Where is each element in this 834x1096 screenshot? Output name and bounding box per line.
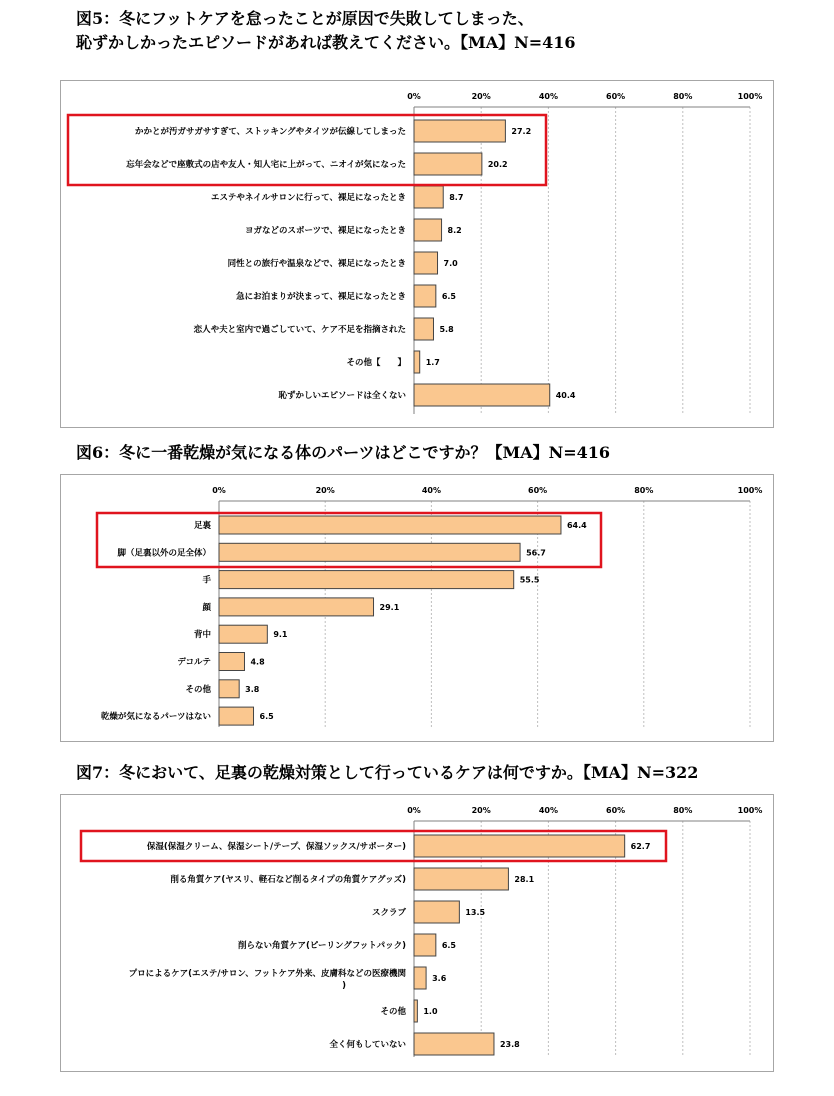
tick-label: 20%	[471, 92, 491, 101]
tick-label: 60%	[606, 806, 626, 815]
tick-label: 80%	[673, 806, 693, 815]
tick-label: 80%	[673, 92, 693, 101]
category-label: その他	[380, 1007, 406, 1017]
category-label: かかとが汚ガサガサすぎて、ストッキングやタイツが伝線してしまった	[135, 127, 406, 137]
data-label: 40.4	[555, 391, 576, 400]
bar	[414, 120, 505, 142]
category-label: プロによるケア(エステ/サロン、フットケア外来、皮膚科などの医療機関)	[128, 969, 406, 991]
data-label: 6.5	[441, 941, 457, 950]
data-label: 5.8	[439, 325, 454, 334]
fig6-title: 図6：冬に一番乾燥が気になる体のパーツはどこですか？【MA】N=416	[76, 443, 611, 462]
data-label: 8.2	[447, 226, 462, 235]
data-label: 27.2	[511, 127, 532, 136]
category-label: 削る角質ケア(ヤスリ、軽石など削るタイプの角質ケアグッズ)	[170, 875, 406, 885]
fig7-title: 図7：冬において、足裏の乾燥対策として行っているケアは何ですか。【MA】N=322	[76, 763, 699, 782]
bar	[414, 318, 433, 340]
data-label: 23.8	[499, 1040, 520, 1049]
fig5-title-line1: 図5：冬にフットケアを怠ったことが原因で失敗してしまった、	[76, 9, 534, 28]
data-label: 1.0	[423, 1007, 438, 1016]
category-label: 手	[202, 575, 211, 586]
data-label: 64.4	[566, 521, 587, 530]
bar	[414, 967, 426, 989]
category-label: 足裏	[193, 521, 211, 531]
tick-label: 100%	[737, 486, 763, 495]
tick-label: 20%	[315, 486, 335, 495]
bar	[219, 543, 520, 561]
bar	[219, 571, 514, 589]
bar	[414, 153, 482, 175]
category-label: 同性との旅行や温泉などで、裸足になったとき	[227, 259, 406, 269]
tick-label: 0%	[407, 806, 421, 815]
fig7-chart-panel	[60, 794, 774, 1072]
data-label: 8.7	[449, 193, 464, 202]
bar	[414, 285, 436, 307]
data-label: 4.8	[250, 657, 265, 667]
data-label: 55.5	[519, 575, 540, 585]
fig5-title-line2: 恥ずかしかったエピソードがあれば教えてください。【MA】N=416	[76, 33, 576, 52]
bar	[414, 252, 438, 274]
tick-label: 0%	[407, 92, 421, 101]
bar	[219, 680, 239, 698]
bar	[219, 516, 561, 534]
category-label: デコルテ	[177, 657, 211, 668]
data-label: 3.8	[245, 684, 260, 694]
data-label: 6.5	[259, 712, 274, 722]
category-label: 乾燥が気になるパーツはない	[100, 712, 211, 723]
fig7-chart	[61, 795, 773, 1071]
tick-label: 100%	[737, 806, 763, 815]
category-label: 顔	[202, 602, 211, 613]
category-label: 全く何もしていない	[329, 1040, 406, 1050]
bar	[414, 351, 420, 373]
category-label: 削らない角質ケア(ピーリングフットパック)	[238, 941, 406, 951]
data-label: 1.7	[425, 358, 440, 367]
bar	[219, 707, 254, 725]
tick-label: 100%	[737, 92, 763, 101]
category-label: その他【 】	[346, 358, 406, 368]
bar	[414, 901, 459, 923]
data-label: 3.6	[432, 974, 447, 983]
tick-label: 60%	[528, 486, 548, 495]
bar	[414, 835, 625, 857]
tick-label: 40%	[538, 806, 558, 815]
category-label: 急にお泊まりが決まって、裸足になったとき	[236, 292, 406, 302]
category-label: その他	[185, 684, 211, 695]
data-label: 13.5	[465, 908, 486, 917]
tick-label: 80%	[634, 486, 654, 495]
fig5-chart-panel	[60, 80, 774, 428]
fig6-chart	[61, 475, 773, 741]
tick-label: 20%	[471, 806, 491, 815]
data-label: 20.2	[487, 160, 508, 169]
data-label: 56.7	[526, 548, 546, 558]
fig5-chart	[61, 81, 773, 427]
category-label: 恋人や夫と室内で過ごしていて、ケア不足を指摘された	[193, 325, 406, 335]
fig6-chart-panel	[60, 474, 774, 742]
bar	[414, 1000, 417, 1022]
bar	[414, 1033, 494, 1055]
tick-label: 60%	[606, 92, 626, 101]
data-label: 28.1	[514, 875, 535, 884]
bar	[414, 868, 508, 890]
category-label: 保湿(保湿クリーム、保湿シート/テープ、保湿ソックス/サポーター)	[146, 842, 406, 852]
data-label: 6.5	[441, 292, 457, 301]
bar	[414, 384, 550, 406]
category-label: 背中	[193, 630, 211, 641]
bar	[414, 219, 442, 241]
data-label: 7.0	[443, 259, 458, 268]
data-label: 62.7	[630, 842, 651, 851]
bar	[219, 598, 374, 616]
bar	[414, 934, 436, 956]
bar	[219, 625, 267, 643]
category-label: 恥ずかしいエピソードは全くない	[278, 391, 406, 401]
category-label: 脚（足裏以外の足全体）	[117, 548, 211, 559]
category-label: 忘年会などで座敷式の店や友人・知人宅に上がって、ニオイが気になった	[126, 160, 406, 170]
tick-label: 40%	[421, 486, 441, 495]
category-label: ヨガなどのスポーツで、裸足になったとき	[245, 226, 406, 236]
data-label: 29.1	[379, 602, 400, 612]
bar	[219, 653, 244, 671]
tick-label: 40%	[538, 92, 558, 101]
bar	[414, 186, 443, 208]
category-label: エステやネイルサロンに行って、裸足になったとき	[211, 193, 406, 203]
category-label: スクラブ	[371, 908, 406, 918]
data-label: 9.1	[273, 630, 288, 640]
tick-label: 0%	[212, 486, 226, 495]
